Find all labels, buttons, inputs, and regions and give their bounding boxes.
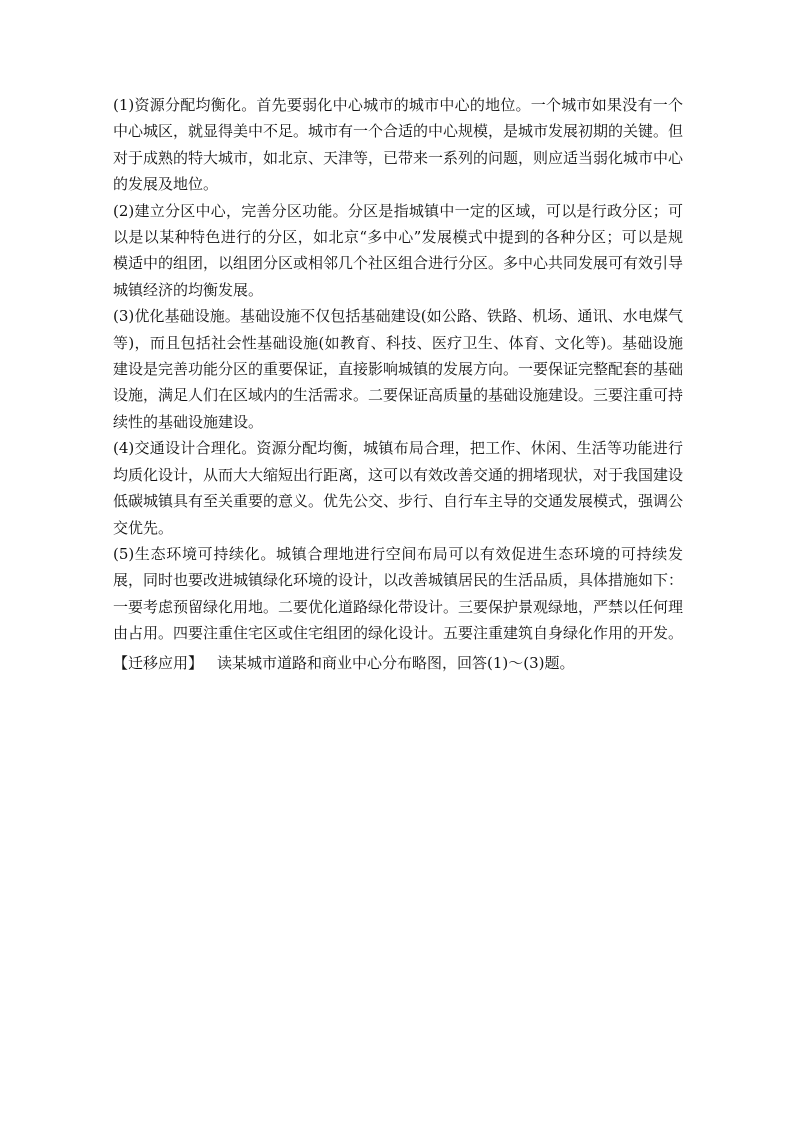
paragraph-ecology: (5)生态环境可持续化。城镇合理地进行空间布局可以有效促进生态环境的可持续发展，同时也要改进城镇绿化环境的设计，以改善城镇居民的生活品质，具体措施如下：一要考虑预留绿化用地。二要优化道路绿化带设计。三要保护景观绿地，严禁以任何理由占用。四要注重住宅区或住宅组团的绿化设计。五要注重建筑自身绿化作用的开发。: [113, 544, 684, 643]
paragraph-traffic-design: (4)交通设计合理化。资源分配均衡，城镇布局合理，把工作、休闲、生活等功能进行均质化设计，从而大大缩短出行距离，这可以有效改善交通的拥堵现状，对于我国建设低碳城镇具有至关重要的意义。优先公交、步行、自行车主导的交通发展模式，强调公交优先。: [113, 439, 684, 537]
transfer-application: [113, 650, 683, 676]
paragraph-district-centers: (2)建立分区中心，完善分区功能。分区是指城镇中一定的区域，可以是行政分区；可以是以某种特色进行的分区，如北京“多中心”发展模式中提到的各种分区；可以是规模适中的组团，以组团分区或相邻几个社区组合进行分区。多中心共同发展可有效引导城镇经济的均衡发展。: [113, 201, 684, 299]
transfer-question: 读某城市道路和商业中心分布略图，回答(1)～(3)题。: [217, 653, 575, 672]
document-body: [113, 92, 683, 676]
paragraph-resource-balance: (1)资源分配均衡化。首先要弱化中心城市的城市中心的地位。一个城市如果没有一个中心城区，就显得美中不足。城市有一个合适的中心规模，是城市发展初期的关键。但对于成熟的特大城市，如北京、天津等，已带来一系列的问题，则应适当弱化城市中心的发展及地位。: [113, 96, 684, 194]
transfer-tag: 【迁移应用】: [113, 653, 204, 672]
paragraph-infrastructure: (3)优化基础设施。基础设施不仅包括基础建设(如公路、铁路、机场、通讯、水电煤气等)，而且包括社会性基础设施(如教育、科技、医疗卫生、体育、文化等)。基础设施建设是完善功能分区的重要保证，直接影响城镇的发展方向。一要保证完整配套的基础设施，满足人们在区域内的生活需求。二要保证高质量的基础设施建设。三要注重可持续性的基础设施建设。: [113, 307, 684, 431]
